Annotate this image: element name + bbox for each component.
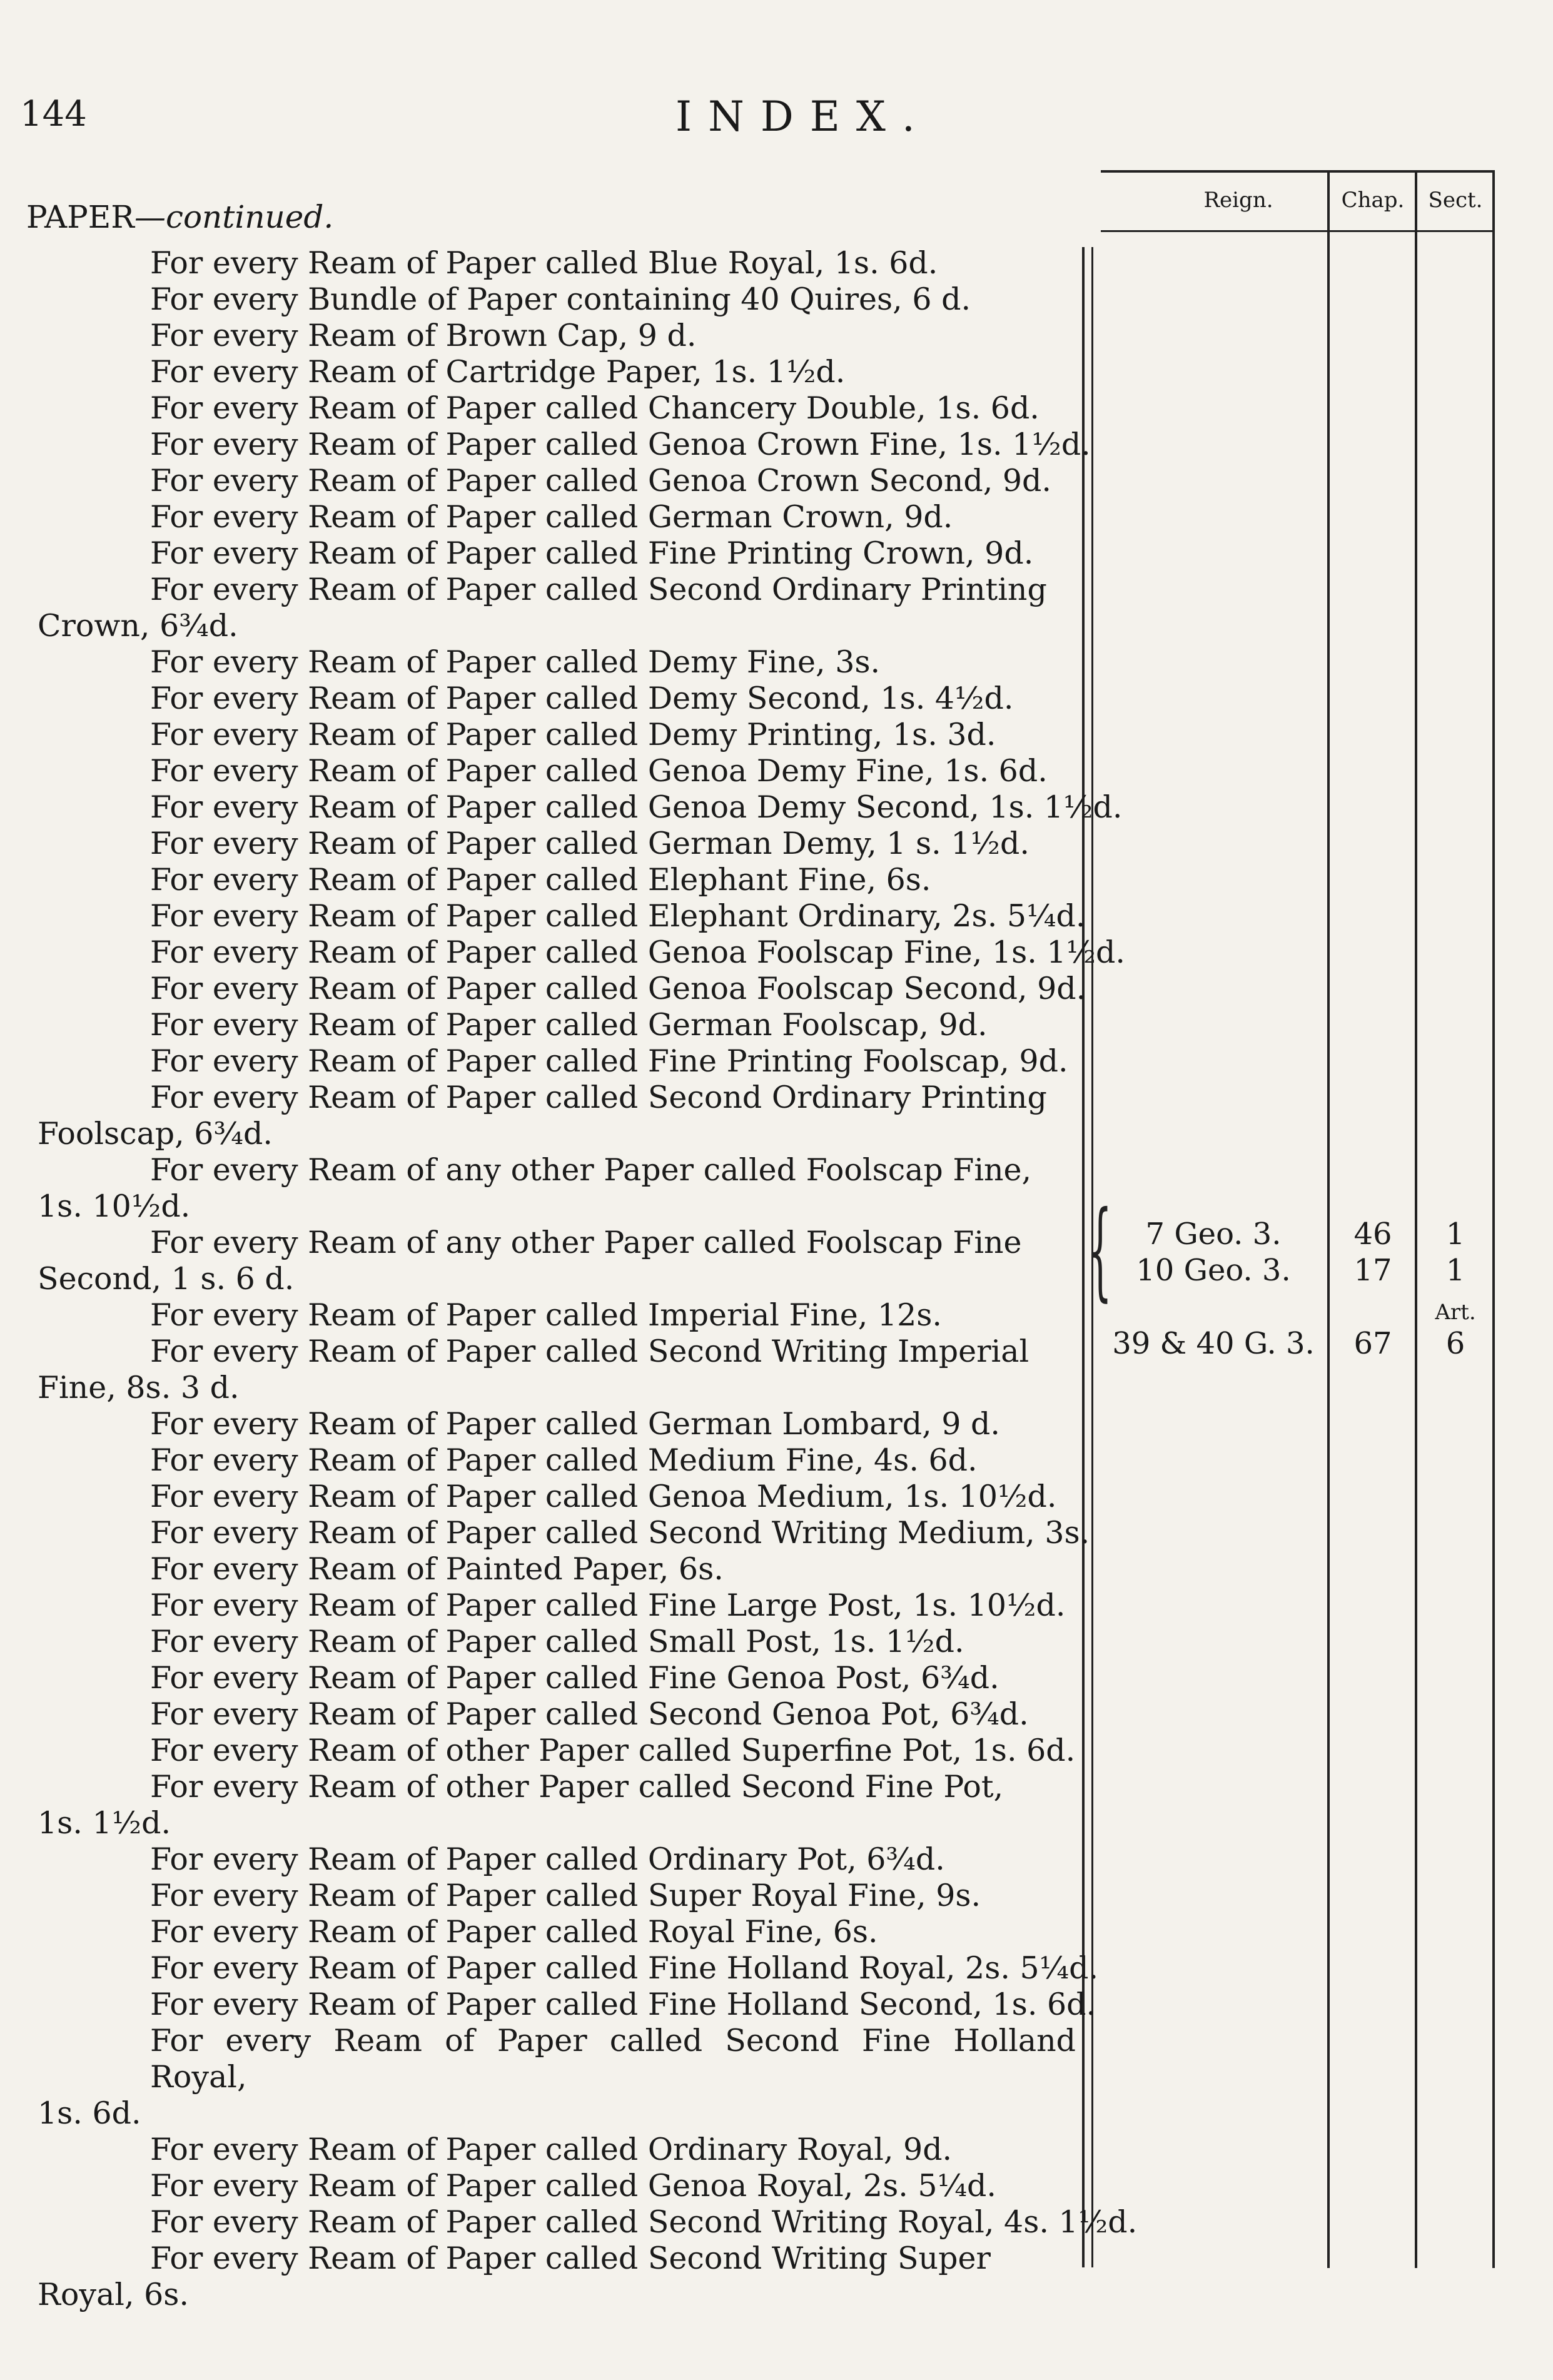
index-entry <box>38 1080 1076 1152</box>
entry-text: For every Ream of Paper called Ordinary Royal, 9d. <box>150 2132 953 2167</box>
entry-text: For every Ream of Paper called Second Genoa Pot, 6¾d. <box>150 1696 1029 1732</box>
reference-brace: { <box>1088 1188 1112 1312</box>
sect-column-head: Sect. <box>1428 188 1483 213</box>
index-entry <box>150 2132 1076 2168</box>
header-rule <box>1101 170 1495 173</box>
index-entry <box>150 1515 1090 1551</box>
index-entry <box>150 1987 1096 2023</box>
entry-text: For every Ream of Paper called Genoa Demy Fine, 1s. 6d. <box>150 753 1048 789</box>
index-entry <box>150 1297 1076 1334</box>
page-number: 144 <box>20 94 87 134</box>
entry-text: For every Ream of Paper called Fine Printing Foolscap, 9d. <box>150 1043 1068 1079</box>
column-head-rule <box>1101 230 1495 232</box>
index-entry <box>150 1733 1076 1769</box>
entry-continuation: Crown, 6¾d. <box>38 608 238 644</box>
index-entry <box>150 1696 1076 1733</box>
index-entry <box>150 1406 1076 1442</box>
index-entry <box>38 2241 1076 2313</box>
ref-reign-1: 7 Geo. 3. <box>1145 1217 1282 1252</box>
reign-column-head: Reign. <box>1203 188 1273 213</box>
entry-text: For every Ream of Paper called Genoa Foolscap Fine, 1s. 1½d. <box>150 934 1126 970</box>
index-entry <box>150 245 1076 281</box>
entry-text: For every Ream of Paper called Genoa Crown Second, 9d. <box>150 463 1052 499</box>
index-entry <box>38 1769 1076 1841</box>
entry-text: For every Ream of Paper called Fine Large Post, 1s. 10½d. <box>150 1588 1066 1623</box>
index-entry <box>150 1841 1076 1878</box>
entry-text: For every Ream of Paper called Fine Holland Second, 1s. 6d. <box>150 1987 1096 2022</box>
ref-chap-3: 67 <box>1353 1326 1392 1361</box>
ref-chap-2: 17 <box>1353 1253 1392 1288</box>
entry-text: For every Ream of Paper called Demy Printing, 1s. 3d. <box>150 717 996 752</box>
entry-continuation: Foolscap, 6¾d. <box>38 1116 273 1152</box>
section-heading <box>26 199 333 235</box>
entry-text: For every Ream of Paper called Small Post, 1s. 1½d. <box>150 1624 964 1659</box>
index-entry <box>38 2023 1076 2132</box>
index-entry <box>150 1950 1099 1987</box>
entry-text: For every Ream of Paper called German Foolscap, 9d. <box>150 1007 988 1043</box>
index-entry <box>150 681 1076 717</box>
entry-text: For every Ream of Paper called Imperial Fine, 12s. <box>150 1297 943 1333</box>
entry-text: For every Ream of Paper called Elephant Ordinary, 2s. 5¼d. <box>150 898 1086 934</box>
entry-text: For every Ream of Paper called Demy Fine, 3s. <box>150 644 881 680</box>
entry-text: For every Ream of Paper called Fine Genoa Post, 6¾d. <box>150 1660 999 1696</box>
entry-text: For every Ream of Paper called Genoa Crown Fine, 1s. 1½d. <box>150 427 1091 462</box>
sect-column-rule <box>1415 173 1417 2268</box>
index-entry <box>150 463 1076 499</box>
index-entry <box>38 572 1076 644</box>
index-entry <box>150 862 1076 898</box>
entry-list <box>38 245 1138 2313</box>
entry-text: For every Ream of Paper called Medium Fine, 4s. 6d. <box>150 1442 978 1478</box>
index-entry <box>150 1660 1076 1696</box>
right-border-rule <box>1492 173 1495 2268</box>
index-entry <box>150 1914 1076 1950</box>
index-entry <box>150 281 1076 318</box>
entry-text: For every Ream of Paper called Second Writing Super <box>150 2241 991 2276</box>
index-entry <box>150 1479 1076 1515</box>
index-entry <box>38 1334 1076 1406</box>
entry-text: For every Ream of other Paper called Superfine Pot, 1s. 6d. <box>150 1733 1076 1768</box>
entry-text: For every Ream of Paper called Fine Printing Crown, 9d. <box>150 535 1034 571</box>
entry-text: For every Ream of Paper called Fine Holland Royal, 2s. 5¼d. <box>150 1950 1099 1986</box>
entry-text: For every Ream of Paper called Royal Fine, 6s. <box>150 1914 878 1950</box>
entry-text: For every Ream of Paper called Elephant Fine, 6s. <box>150 862 931 898</box>
index-entry <box>150 934 1126 971</box>
index-entry <box>150 898 1086 934</box>
index-entry <box>38 1152 1076 1225</box>
index-entry <box>150 354 1076 390</box>
entry-text: For every Ream of Paper called German Crown, 9d. <box>150 499 953 535</box>
index-entry <box>150 789 1123 826</box>
entry-text: For every Ream of Paper called Second Fine Holland Royal, <box>150 2023 1076 2095</box>
entry-text: For every Ream of Paper called German Demy, 1 s. 1½d. <box>150 826 1029 861</box>
entry-text: For every Ream of Paper called Second Writing Medium, 3s. <box>150 1515 1090 1551</box>
entry-continuation: Fine, 8s. 3 d. <box>38 1370 240 1405</box>
index-entry <box>150 1442 1076 1479</box>
entry-continuation: 1s. 1½d. <box>38 1805 171 1841</box>
entry-text: For every Ream of Paper called Genoa Foolscap Second, 9d. <box>150 971 1086 1006</box>
entry-continuation: Second, 1 s. 6 d. <box>38 1261 295 1297</box>
entry-text: For every Ream of Brown Cap, 9 d. <box>150 318 697 353</box>
entry-continuation: 1s. 6d. <box>38 2095 141 2131</box>
index-entry <box>150 1043 1076 1080</box>
index-entry <box>150 644 1076 681</box>
index-entry <box>150 1624 1076 1660</box>
entry-text: For every Ream of Paper called Blue Royal, 1s. 6d. <box>150 245 938 281</box>
entry-text: For every Ream of Paper called Super Royal Fine, 9s. <box>150 1878 981 1913</box>
index-entry <box>150 535 1076 572</box>
index-entry <box>150 499 1076 535</box>
index-entry <box>150 390 1076 427</box>
entry-text: For every Ream of Paper called Second Writing Royal, 4s. 1½d. <box>150 2204 1138 2240</box>
index-entry <box>150 427 1091 463</box>
chap-column-rule <box>1327 173 1330 2268</box>
ref-sect-art: Art. <box>1435 1300 1476 1325</box>
index-entry <box>38 1225 1076 1297</box>
entry-text: For every Ream of Paper called Demy Second, 1s. 4½d. <box>150 681 1014 716</box>
entry-text: For every Ream of Paper called Genoa Demy Second, 1s. 1½d. <box>150 789 1123 825</box>
page-title: INDEX. <box>675 93 931 141</box>
entry-continuation: Royal, 6s. <box>38 2277 190 2312</box>
entry-continuation: 1s. 10½d. <box>38 1188 191 1224</box>
index-entry <box>150 1878 1076 1914</box>
entry-text: For every Ream of Paper called Genoa Medium, 1s. 10½d. <box>150 1479 1057 1514</box>
ref-chap-1: 46 <box>1353 1217 1392 1252</box>
entry-text: For every Ream of Paper called Second Writing Imperial <box>150 1334 1029 1369</box>
ref-sect-2: 1 <box>1445 1253 1465 1288</box>
index-entry <box>150 1551 1076 1588</box>
entry-text: For every Ream of any other Paper called Foolscap Fine, <box>150 1152 1032 1188</box>
chap-column-head: Chap. <box>1341 188 1405 213</box>
ref-reign-3: 39 & 40 G. 3. <box>1112 1326 1315 1361</box>
section-name: PAPER <box>26 199 134 235</box>
entry-text: For every Ream of other Paper called Second Fine Pot, <box>150 1769 1004 1805</box>
index-entry <box>150 1007 1076 1043</box>
index-entry <box>150 2168 1076 2204</box>
index-entry <box>150 318 1076 354</box>
entry-text: For every Ream of any other Paper called Foolscap Fine <box>150 1225 1022 1260</box>
section-continued: —continued. <box>134 199 334 235</box>
index-entry <box>150 717 1076 753</box>
entry-text: For every Bundle of Paper containing 40 Quires, 6 d. <box>150 281 971 317</box>
entry-text: For every Ream of Paper called Second Ordinary Printing <box>150 572 1047 607</box>
ref-reign-2: 10 Geo. 3. <box>1136 1253 1291 1288</box>
entry-text: For every Ream of Paper called Ordinary Pot, 6¾d. <box>150 1841 945 1877</box>
entry-text: For every Ream of Paper called Chancery Double, 1s. 6d. <box>150 390 1040 426</box>
entry-text: For every Ream of Painted Paper, 6s. <box>150 1551 724 1587</box>
index-entry <box>150 753 1076 789</box>
index-entry <box>150 971 1086 1007</box>
entry-text: For every Ream of Paper called Genoa Royal, 2s. 5¼d. <box>150 2168 997 2204</box>
index-entry <box>150 2204 1138 2241</box>
ref-sect-1: 1 <box>1445 1217 1465 1252</box>
index-entry <box>150 826 1076 862</box>
entry-text: For every Ream of Paper called German Lombard, 9 d. <box>150 1406 1000 1442</box>
ref-sect-3: 6 <box>1445 1326 1465 1361</box>
index-entry <box>150 1588 1076 1624</box>
entry-text: For every Ream of Paper called Second Ordinary Printing <box>150 1080 1047 1115</box>
entry-text: For every Ream of Cartridge Paper, 1s. 1½d. <box>150 354 846 390</box>
